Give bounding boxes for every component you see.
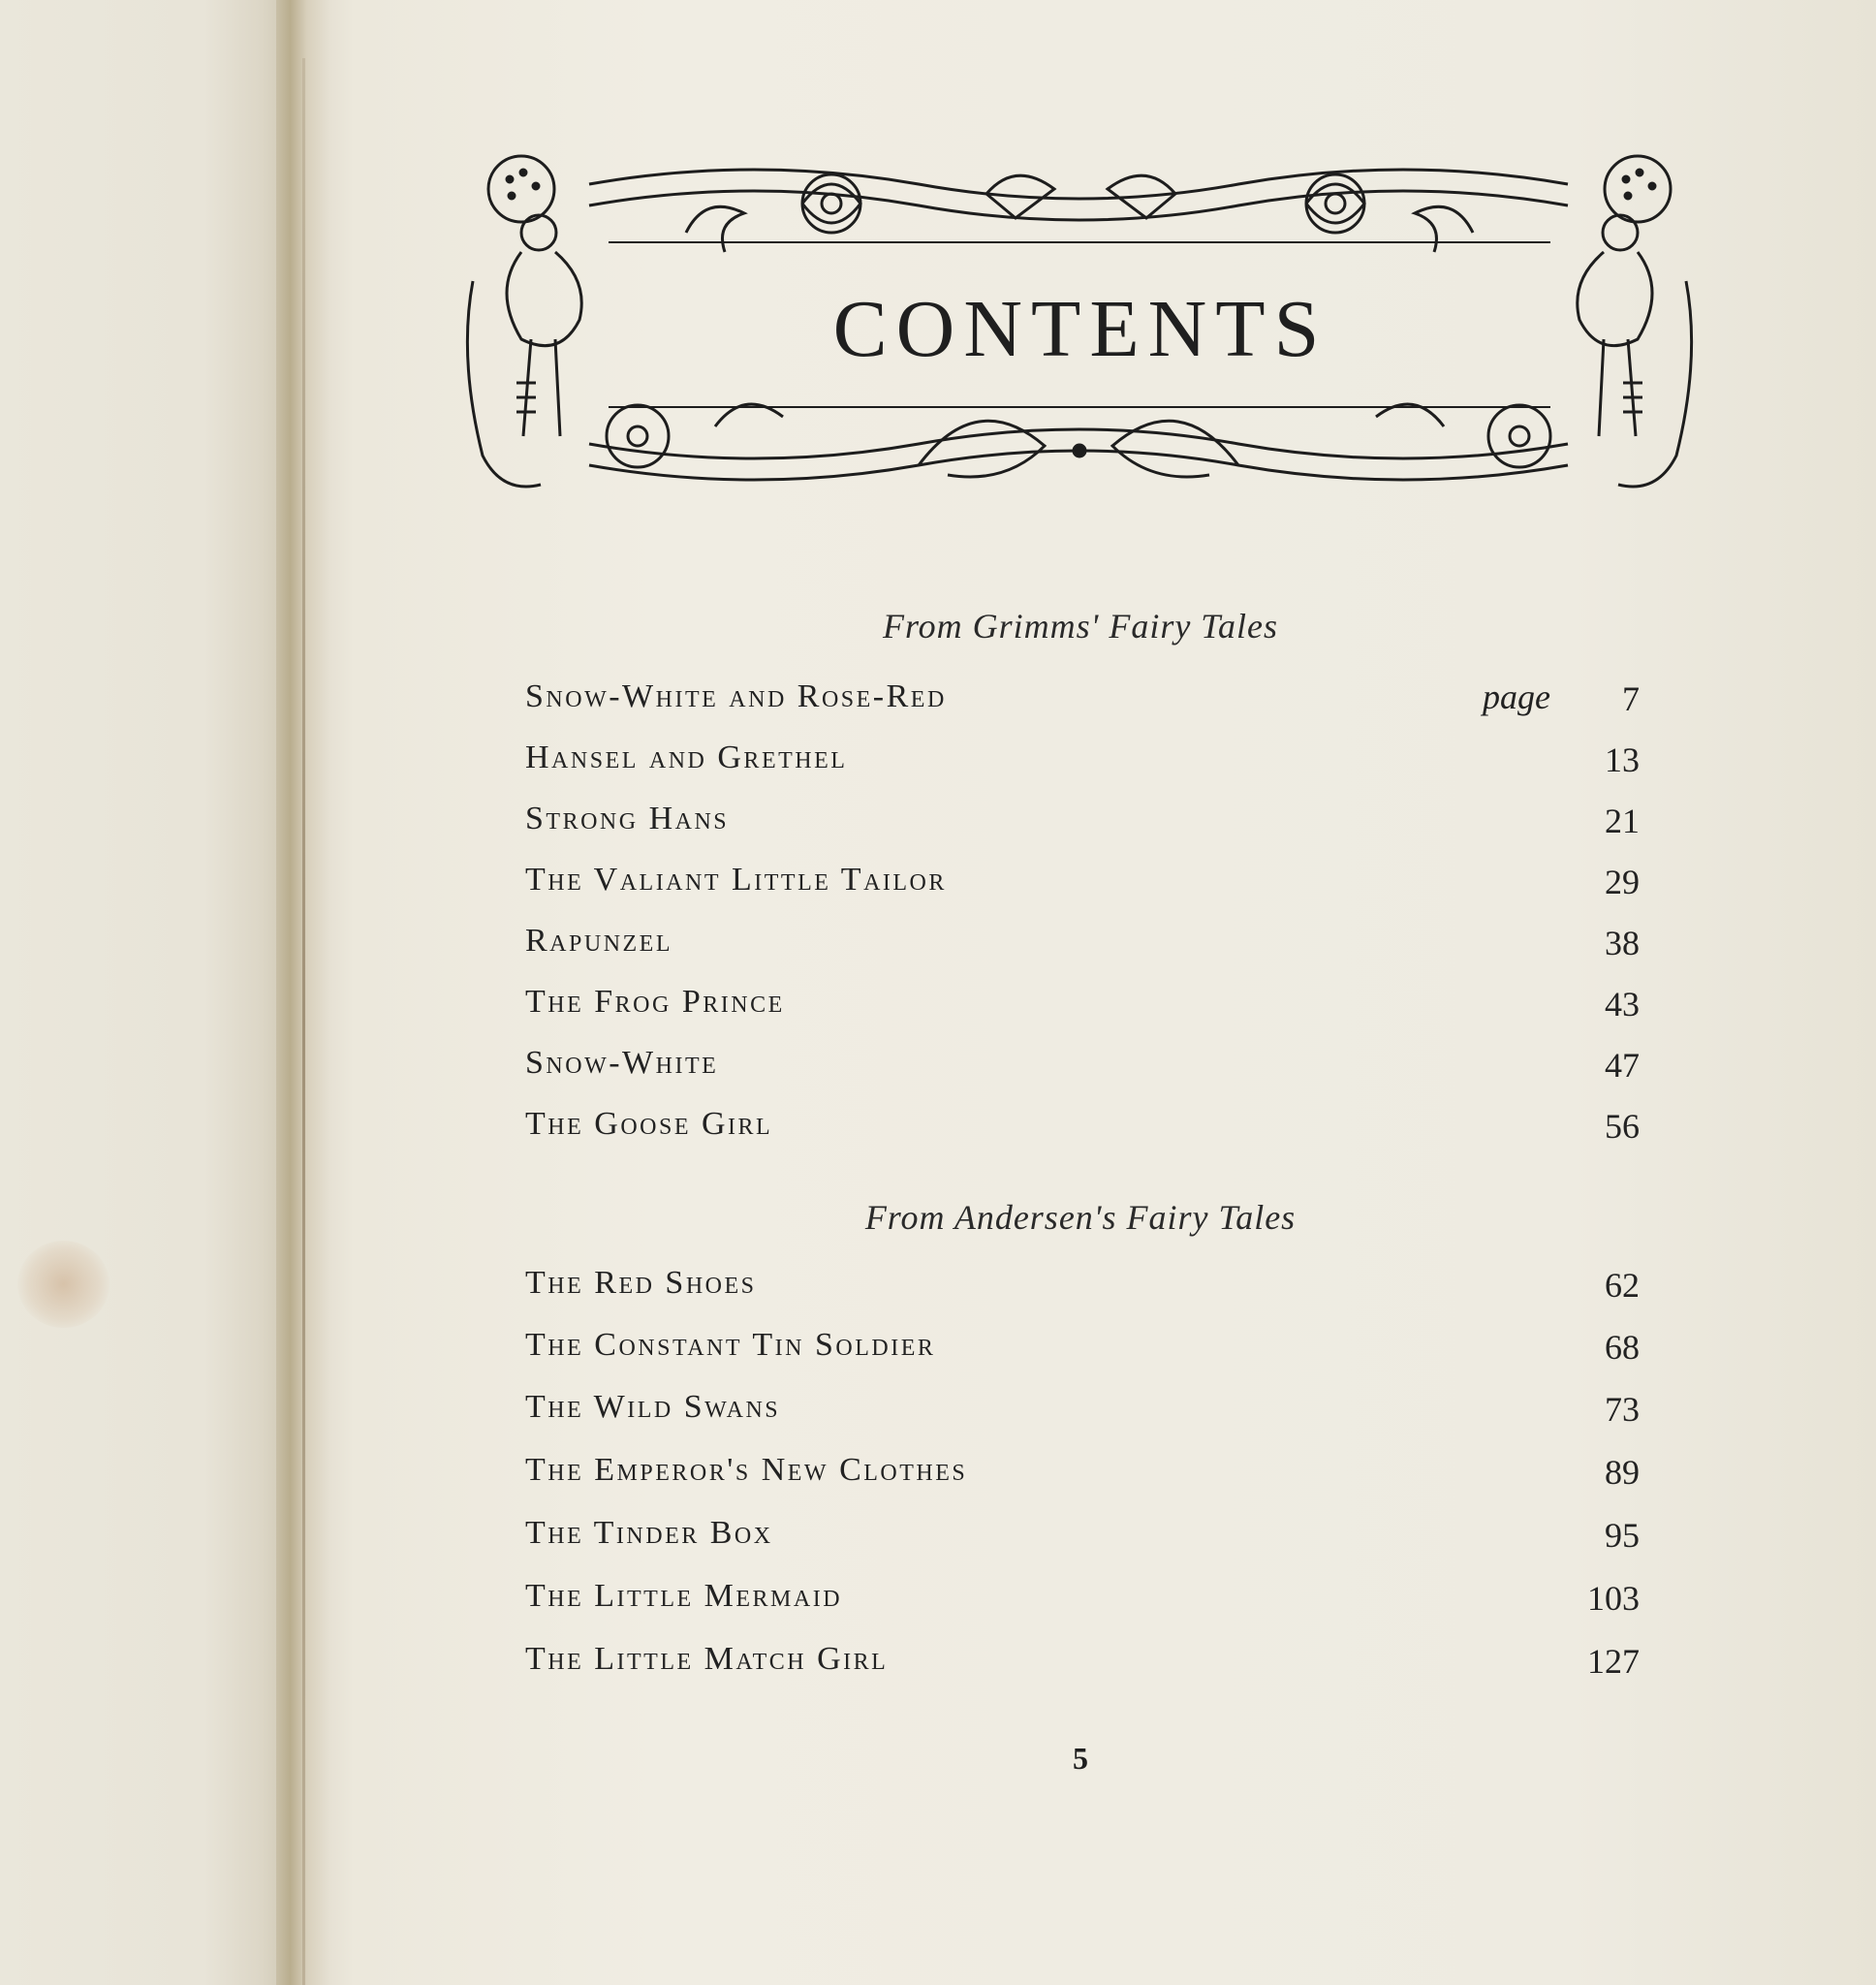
- toc-entry[interactable]: [525, 1515, 1640, 1563]
- toc-entry[interactable]: [525, 862, 1640, 910]
- left-figure-icon: [467, 156, 581, 487]
- toc-entry[interactable]: [525, 1106, 1640, 1154]
- toc-entry-title: Rapunzel: [525, 923, 673, 959]
- toc-entry[interactable]: [525, 1327, 1640, 1375]
- flower-icon: [802, 174, 860, 233]
- toc-entry-page: 7: [1622, 679, 1640, 718]
- toc-entry-title: The Constant Tin Soldier: [525, 1327, 936, 1363]
- page-label: page: [1483, 677, 1550, 716]
- toc-entry[interactable]: [525, 1045, 1640, 1093]
- toc-entry-title: The Frog Prince: [525, 984, 785, 1020]
- toc-entry[interactable]: [525, 801, 1640, 849]
- toc-entry-page: 21: [1605, 802, 1640, 840]
- toc-entry-title: The Wild Swans: [525, 1389, 781, 1425]
- paper-stain: [17, 1241, 109, 1328]
- toc-entry-title: The Little Match Girl: [525, 1641, 889, 1677]
- toc-entry-title: The Goose Girl: [525, 1106, 773, 1142]
- toc-entry-page: 68: [1605, 1328, 1640, 1367]
- toc-entry-page: 29: [1605, 863, 1640, 901]
- page-title: CONTENTS: [832, 284, 1329, 374]
- toc-entry[interactable]: [525, 923, 1640, 971]
- toc-entry-page: 43: [1605, 985, 1640, 1024]
- toc-entry-page: 127: [1587, 1642, 1640, 1681]
- toc-entry-title: The Emperor's New Clothes: [525, 1452, 968, 1488]
- toc-entry-title: Strong Hans: [525, 801, 730, 836]
- toc-entry-page: 95: [1605, 1516, 1640, 1555]
- section-title-andersen: From Andersen's Fairy Tales: [864, 1198, 1297, 1237]
- toc-entry-title: The Valiant Little Tailor: [525, 862, 947, 898]
- toc-entry-title: The Little Mermaid: [525, 1578, 843, 1614]
- toc-entry[interactable]: [525, 1641, 1640, 1689]
- toc-entry[interactable]: [525, 740, 1640, 788]
- toc-entry-page: 62: [1605, 1266, 1640, 1305]
- toc-entry[interactable]: [525, 1389, 1640, 1437]
- toc-entry-title: Snow-White and Rose-Red: [525, 678, 947, 714]
- toc-entry-page: 89: [1605, 1453, 1640, 1492]
- toc-entry-page: 73: [1605, 1390, 1640, 1429]
- toc-entry[interactable]: [525, 984, 1640, 1032]
- toc-entry-page: 38: [1605, 924, 1640, 962]
- section-title-grimm: From Grimms' Fairy Tales: [882, 607, 1279, 646]
- toc-entry-page: 13: [1605, 740, 1640, 779]
- page-number: 5: [1073, 1741, 1088, 1776]
- toc-entry-page: 47: [1605, 1046, 1640, 1085]
- toc-entry-title: Hansel and Grethel: [525, 740, 848, 775]
- toc-entry-title: The Tinder Box: [525, 1515, 773, 1551]
- toc-entry[interactable]: [525, 1265, 1640, 1313]
- right-figure-icon: [1578, 156, 1692, 487]
- toc-entry-title: The Red Shoes: [525, 1265, 757, 1301]
- spine-crease: [302, 58, 305, 1985]
- left-page: [0, 0, 291, 1985]
- toc-entry-title: Snow-White: [525, 1045, 719, 1081]
- book-gutter: [276, 0, 354, 1985]
- toc-entry[interactable]: [525, 1578, 1640, 1626]
- toc-entry-page: 56: [1605, 1107, 1640, 1146]
- toc-entry[interactable]: [525, 1452, 1640, 1500]
- toc-entry[interactable]: [525, 678, 1640, 727]
- toc-entry-page: 103: [1587, 1579, 1640, 1618]
